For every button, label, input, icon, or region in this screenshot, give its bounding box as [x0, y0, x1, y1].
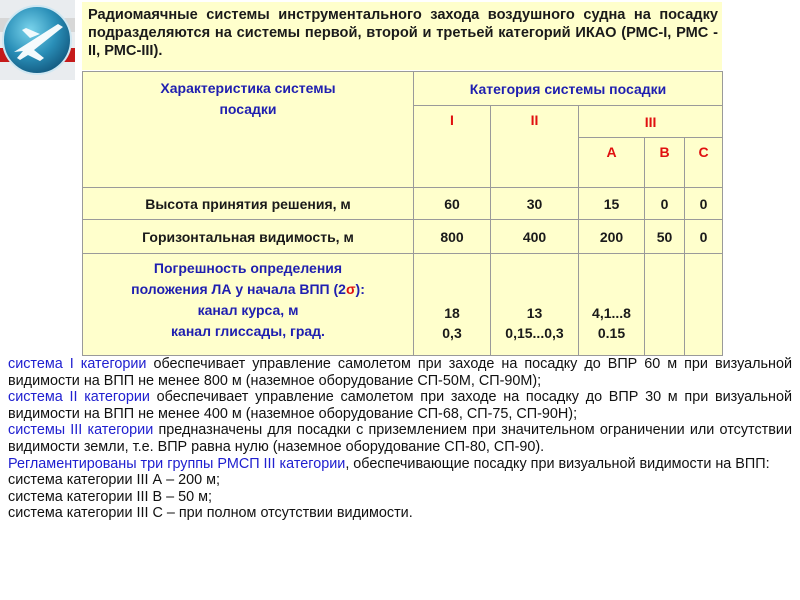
paragraph-text: обеспечивает управление самолетом при заходе на посадку до ВПР 60 м при визуальной видимости на ВПП не менее 800 м (наземное оборудование СП-50М, СП-90М);: [8, 356, 792, 389]
list-item: система категории III В – 50 м;: [8, 488, 212, 505]
landing-category-table: [82, 71, 723, 356]
row-label-line: канал курса, м: [197, 302, 299, 318]
list-item: система категории III С – при полном отсутствии видимости.: [8, 505, 413, 522]
cell-empty: [685, 254, 723, 356]
list-item: система категории III А – 200 м;: [8, 472, 220, 489]
cell-value: 200: [579, 220, 645, 254]
header-cat-ii: II: [491, 106, 579, 188]
cell-value: 30: [491, 188, 579, 220]
header-characteristic: Характеристика системы посадки: [83, 72, 414, 188]
paragraph-cat-i: [8, 356, 792, 389]
row-label-decision-height: Высота принятия решения, м: [83, 188, 414, 220]
header-sub-b: B: [645, 138, 685, 188]
cell-value: 0: [645, 188, 685, 220]
slide-title: Радиомаячные системы инструментального захода воздушного судна на посадку подразделяются на системы первой, второй и третьей категорий ИКАО (РМС-I, РМС - II, РМС-III).: [88, 7, 718, 59]
cell-value: 0,15...0,3: [505, 325, 564, 341]
table-row: [83, 188, 723, 220]
cell-value: 0: [685, 188, 723, 220]
cell-empty: [645, 254, 685, 356]
header-cat-i: I: [414, 106, 491, 188]
body-text: [8, 356, 792, 522]
row-label-line: канал глиссады, град.: [171, 323, 325, 339]
header-cat-iii: III: [579, 106, 723, 138]
cell-value-pair: [414, 254, 491, 356]
table-row: [83, 254, 723, 356]
paragraph-text: , обеспечивающие посадку при визуальной видимости на ВПП:: [345, 455, 770, 472]
term-highlight: система I категории: [8, 356, 147, 372]
cell-value: 18: [444, 305, 460, 321]
paragraph-cat-ii: [8, 389, 792, 422]
paragraph-cat-iii: [8, 422, 792, 455]
cell-value: 800: [414, 220, 491, 254]
header-category: Категория системы посадки: [414, 72, 723, 106]
table-row: [83, 220, 723, 254]
paragraph-text: предназначены для посадки с приземлением при значительном ограничении или отсутствии видимости земли, т.е. ВПР равна нулю (наземное оборудование СП-80, СП-90).: [8, 422, 792, 455]
cell-value-pair: [491, 254, 579, 356]
cell-value: 60: [414, 188, 491, 220]
airplane-icon: [0, 0, 75, 80]
row-label-line: [83, 279, 413, 300]
airplane-logo: [0, 0, 75, 80]
term-highlight: система II категории: [8, 389, 150, 406]
cell-value: 4,1...8: [592, 305, 631, 321]
slide-header: [82, 2, 722, 70]
cell-value: 15: [579, 188, 645, 220]
cell-value: 0,3: [442, 325, 462, 341]
header-sub-c: C: [685, 138, 723, 188]
term-highlight: Регламентированы три группы РМСП III категории: [8, 455, 346, 472]
cell-value: 50: [645, 220, 685, 254]
sigma-symbol: σ: [345, 281, 356, 297]
row-label-position-error: [83, 254, 414, 356]
paragraph-groups: [8, 456, 792, 473]
cell-value: 13: [526, 305, 543, 321]
cell-value-pair: [579, 254, 645, 356]
row-label-part: ):: [355, 281, 365, 297]
row-label-part: положения ЛА у начала ВПП (2: [131, 281, 346, 297]
paragraph-text: обеспечивает управление самолетом при заходе на посадку до ВПР 30 м при визуальной видимости на ВПП не менее 400 м (наземное оборудование СП-68, СП-75, СП-90Н);: [8, 389, 792, 422]
row-label-line: Погрешность определения: [153, 260, 343, 276]
cell-value: 400: [491, 220, 579, 254]
row-label-horizontal-visibility: Горизонтальная видимость, м: [83, 220, 414, 254]
cell-value: 0: [685, 220, 723, 254]
term-highlight: системы III категории: [8, 422, 154, 439]
cell-value: 0.15: [597, 325, 626, 341]
header-sub-a: A: [579, 138, 645, 188]
